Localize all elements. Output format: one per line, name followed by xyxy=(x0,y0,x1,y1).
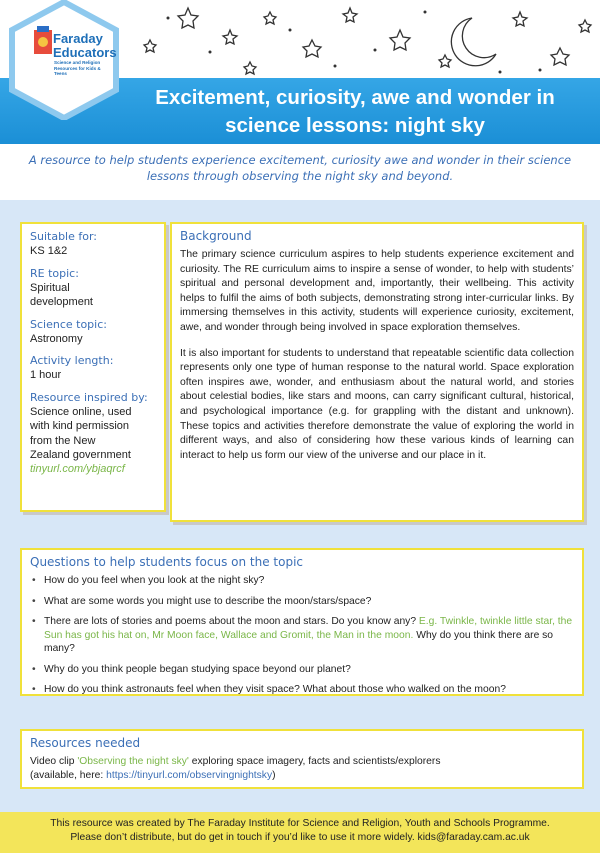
re-topic-value-2: development xyxy=(30,296,93,308)
activity-length-label: Activity length: xyxy=(30,354,114,367)
page-title xyxy=(110,84,600,140)
inspired-by-line-3: from the New xyxy=(30,434,96,447)
background-panel xyxy=(170,222,584,522)
resource-prefix: Video clip xyxy=(30,756,78,767)
background-heading: Background xyxy=(180,229,252,243)
page-subtitle xyxy=(20,152,580,184)
info-sidebar xyxy=(20,222,166,512)
footer xyxy=(0,812,600,853)
subtitle-line-2: lessons through observing the night sky and beyond. xyxy=(146,169,454,183)
question-item: • What are some words you might use to describe the moon/stars/space? xyxy=(30,595,574,609)
logo-tagline: Science and Religion Resources for Kids & Teens xyxy=(54,60,101,76)
inspired-by-line-4: Zealand government xyxy=(30,449,131,461)
question-item: • How do you feel when you look at the night sky? xyxy=(30,574,574,588)
resources-heading: Resources needed xyxy=(30,736,141,750)
question-item: • How do you think astronauts feel when they visit space? What about those who walked on the moon? xyxy=(30,683,574,697)
re-topic-value-1: Spiritual xyxy=(30,281,70,294)
resource-description: exploring space imagery, facts and scientists/explorers xyxy=(188,756,441,767)
logo-line2: Educators xyxy=(53,45,117,60)
inspired-by-line-1: Science online, used xyxy=(30,405,132,418)
suitable-value: KS 1&2 xyxy=(30,245,68,257)
footer-line-2: Please don’t distribute, but do get in touch if you’d like to use it more widely. kids@faraday.cam.ac.uk xyxy=(70,832,530,843)
footer-line-1: This resource was created by The Faraday Institute for Science and Religion, Youth and Schools Programme. xyxy=(50,818,550,829)
question-item xyxy=(30,615,574,656)
background-paragraph-2: It is also important for students to understand that repeatable scientific data collection represents only one type of human response to the natural world. Space exploration often inspires awe, wonder, and enthusiasm about the natural world, and stories about celestial bodies, like stars and moons, can carry significant cultural, historical, and psychological importance (e.g. for grappling with the distant and unknown). These topics and activities therefore demonstrate the value of exploring the world in different ways, and also of considering how these various kinds of learning can interact to help us form our view of the universe and our place in it. xyxy=(180,347,574,461)
science-topic-value: Astronomy xyxy=(30,332,83,345)
resource-line-2 xyxy=(30,769,574,783)
questions-panel xyxy=(20,548,584,696)
question-3-examples: E.g. Twinkle, twinkle little star, the Sun has got his hat on, Mr Moon face, Wallace and Gromit, the Man in the moon. xyxy=(44,616,573,641)
questions-list xyxy=(30,574,574,697)
question-item: • Why do you think people began studying space beyond our planet? xyxy=(30,663,574,677)
question-3-start: There are lots of stories and poems about the moon and stars. Do you know any? xyxy=(44,616,417,627)
re-topic-label: RE topic: xyxy=(30,266,79,280)
title-line-1: Excitement, curiosity, awe and wonder in xyxy=(155,86,555,109)
subtitle-line-1: A resource to help students experience excitement, curiosity awe and wonder in their science xyxy=(28,153,572,167)
background-paragraph-1: The primary science curriculum aspires to help students experience excitement and curiosity. The RE curriculum aims to inspire a sense of wonder, to help with students’ spiritual and personal development and, importantly, their wellbeing. This activity helps to fulfil the aims of both subjects, demonstrating strong inter-curricular links. By immersing themselves in this activity, students will experience curiosity, excitement, awe, and wonder through being involved in space exploration themselves. xyxy=(180,249,574,333)
questions-heading: Questions to help students focus on the topic xyxy=(30,555,303,569)
resource-available: (available, here: xyxy=(30,770,107,781)
activity-length-value: 1 hour xyxy=(30,369,62,381)
title-line-2: science lessons: night sky xyxy=(225,114,485,137)
science-topic-label: Science topic: xyxy=(30,317,107,331)
video-clip-link[interactable]: 'Observing the night sky' xyxy=(77,756,189,767)
suitable-label: Suitable for: xyxy=(30,230,98,243)
resources-panel xyxy=(20,729,584,789)
question-3-end: Why do you think there are so many? xyxy=(44,629,554,654)
inspired-by-line-2: with kind permission xyxy=(30,420,130,432)
video-url-link[interactable]: https://tinyurl.com/observingnightsky xyxy=(106,770,273,781)
inspired-by-label: Resource inspired by: xyxy=(30,390,148,404)
resource-close-paren: ) xyxy=(272,770,276,781)
inspired-by-link[interactable]: tinyurl.com/ybjaqrcf xyxy=(30,462,125,475)
resource-line-1 xyxy=(30,755,574,769)
logo-line1: Faraday xyxy=(53,31,103,46)
